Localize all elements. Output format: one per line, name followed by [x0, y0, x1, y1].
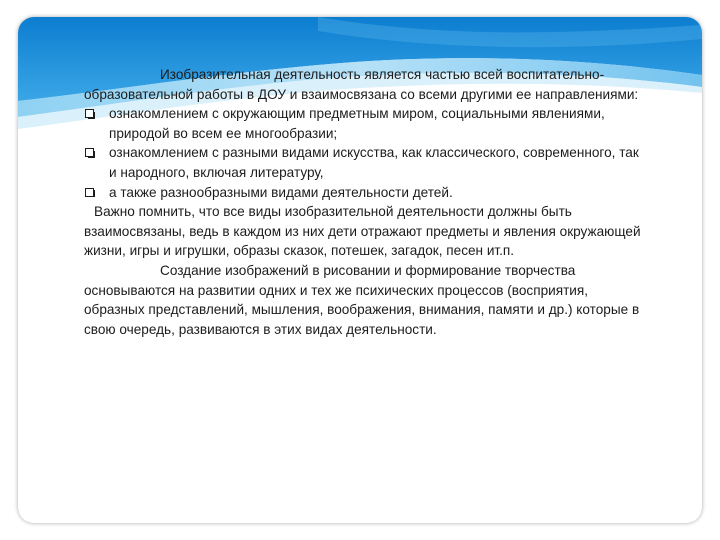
- list-item: [84, 104, 644, 143]
- list-item-text: а также разнообразными видами деятельности детей.: [109, 184, 453, 200]
- creation-paragraph: Создание изображений в рисовании и формирование творчества основываются на развитии одних и тех же психических процессов (восприятия, образных представлений, мышления, воображения, внимания, памяти и др.) которые в свою очередь, развиваются в этих видах деятельности.: [84, 262, 640, 337]
- checkbox-bullet-icon: [85, 109, 94, 118]
- slide-text: [84, 65, 644, 339]
- list-item: [84, 183, 644, 203]
- importance-paragraph: Важно помнить, что все виды изобразительной деятельности должны быть взаимосвязаны, ведь в каждом из них дети отражают предметы и явления окружающей жизни, игры и игрушки, образы сказок, потешек, загадок, песен ит.п.: [84, 204, 641, 259]
- list-item-text: ознакомлением с разными видами искусства, как классического, современного, так и народного, включая литературу,: [109, 145, 639, 180]
- slide: [18, 17, 702, 523]
- checkbox-bullet-icon: [85, 188, 94, 197]
- checkbox-bullet-icon: [85, 148, 94, 157]
- list-item: [84, 143, 644, 182]
- list-item-text: ознакомлением с окружающим предметным миром, социальными явлениями, природой во всем ее многообразии;: [109, 106, 605, 141]
- bullet-list: [84, 104, 644, 202]
- intro-paragraph: Изобразительная деятельность является частью всей воспитательно-образовательной работы в ДОУ и взаимосвязана со всеми другими ее направлениями:: [84, 67, 639, 102]
